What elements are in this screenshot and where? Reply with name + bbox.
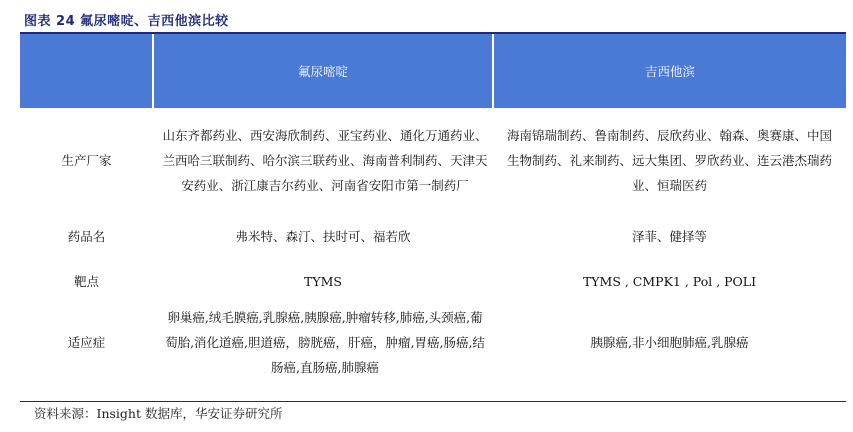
gemcitabine-cell: TYMS , CMPK1 , Pol , POLI <box>582 273 757 289</box>
table-row <box>20 108 846 212</box>
fluorouracil-cell: 弗米特、森汀、扶时可、福若欣 <box>235 228 411 244</box>
source-note: 资料来源：Insight 数据库，华安证券研究所 <box>34 406 283 421</box>
row-label: 生产厂家 <box>61 152 112 168</box>
table-row <box>20 302 846 382</box>
row-label: 适应症 <box>67 334 106 350</box>
table-row <box>20 260 846 302</box>
gemcitabine-cell: 泽菲、健择等 <box>631 228 707 244</box>
row-label: 药品名 <box>67 228 106 244</box>
fluorouracil-cell: TYMS <box>304 273 342 289</box>
header-empty <box>20 34 153 108</box>
header-gemcitabine: 吉西他滨 <box>493 34 846 108</box>
comparison-table <box>20 34 846 382</box>
header-row <box>20 34 846 108</box>
fluorouracil-cell: 山东齐都药业、西安海欣制药、亚宝药业、通化万通药业、兰西哈三联制药、哈尔滨三联药业、海南普利制药、天津天安药业、浙江康吉尔药业、河南省安阳市第一制药厂 <box>162 127 488 193</box>
gemcitabine-cell: 胰腺癌,非小细胞肺癌,乳腺癌 <box>590 334 749 350</box>
fluorouracil-cell: 卵巢癌,绒毛膜癌,乳腺癌,胰腺癌,肿瘤转移,肺癌,头颈癌,葡萄胎,消化道癌,胆道癌，膀胱癌，肝癌，肿瘤,胃癌,肠癌,结肠癌,直肠癌,肺腺癌 <box>165 309 485 375</box>
bottom-rule <box>20 401 846 402</box>
table-row <box>20 212 846 260</box>
figure-title: 图表 24 氟尿嘧啶、吉西他滨比较 <box>24 14 229 29</box>
header-fluorouracil: 氟尿嘧啶 <box>153 34 493 108</box>
gemcitabine-cell: 海南锦瑞制药、鲁南制药、辰欣药业、翰森、奥赛康、中国生物制药、礼来制药、远大集团、罗欣药业、连云港杰瑞药业、恒瑞医药 <box>506 127 832 193</box>
row-label: 靶点 <box>73 273 99 289</box>
